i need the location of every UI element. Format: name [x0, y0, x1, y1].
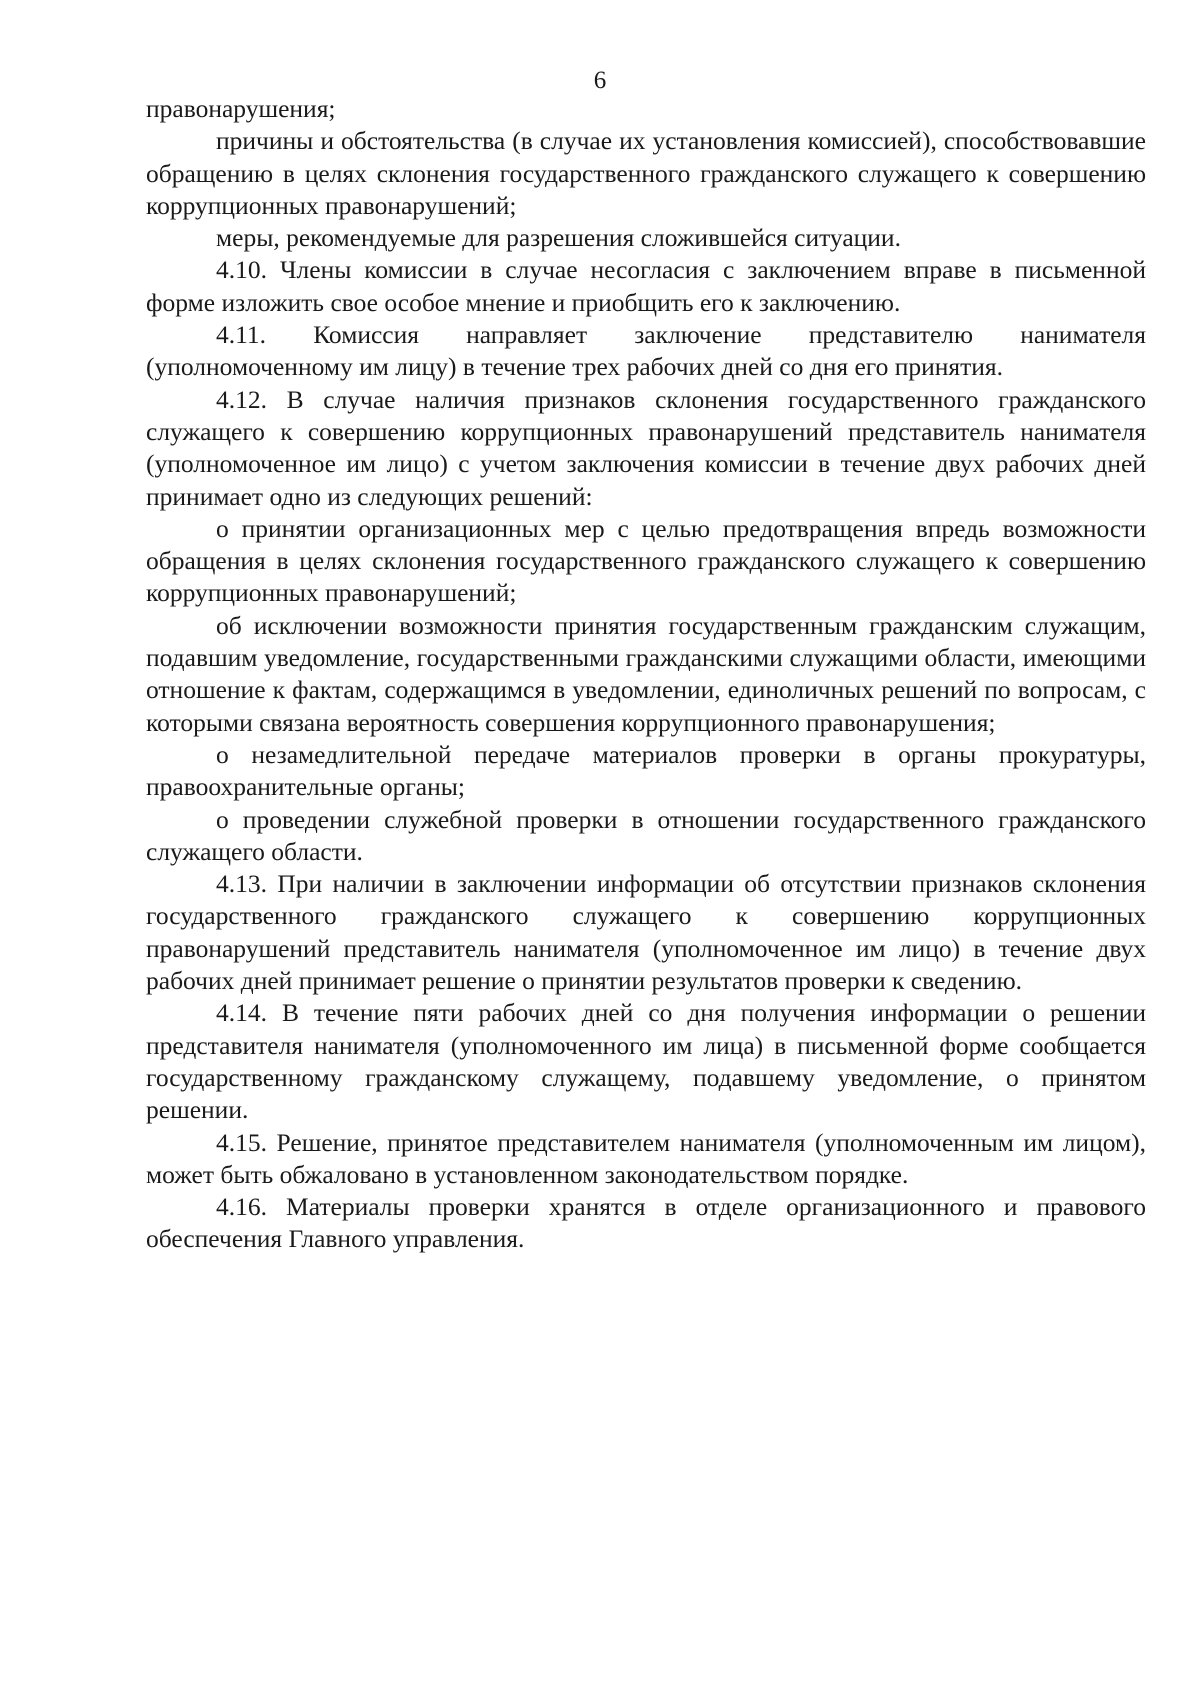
paragraph-decision-option: о незамедлительной передаче материалов проверки в органы прокуратуры, правоохранительные органы; — [146, 739, 1146, 802]
paragraph-clause-4-14: 4.14. В течение пяти рабочих дней со дня получения информации о решении представителя нанимателя (уполномоченного им лица) в письменной форме сообщается государственному гражданскому служащему, подавшему уведомление, о принятом решении. — [146, 998, 1146, 1125]
paragraph-clause-4-13: 4.13. При наличии в заключении информации об отсутствии признаков склонения государственного гражданского служащего к совершению коррупционных правонарушений представитель нанимателя (уполномоченное им лицо) в течение двух рабочих дней принимает решение о принятии результатов проверки к сведению. — [146, 869, 1146, 996]
paragraph-clause-4-10: 4.10. Члены комиссии в случае несогласия с заключением вправе в письменной форме изложить свое особое мнение и приобщить его к заключению. — [146, 255, 1146, 317]
paragraph-decision-option: о проведении служебной проверки в отношении государственного гражданского служащего области. — [146, 804, 1146, 866]
document-body — [146, 93, 1146, 1256]
paragraph-clause-4-15: 4.15. Решение, принятое представителем нанимателя (уполномоченным им лицом), может быть обжаловано в установленном законодательством порядке. — [146, 1127, 1146, 1189]
paragraph: правонарушения; — [146, 94, 336, 123]
paragraph-clause-4-16: 4.16. Материалы проверки хранятся в отделе организационного и правового обеспечения Главного управления. — [146, 1192, 1146, 1254]
paragraph-decision-option: об исключении возможности принятия государственным гражданским служащим, подавшим уведомление, государственными гражданскими служащими области, имеющими отношение к фактам, содержащимся в уведомлении, единоличных решений по вопросам, с которыми связана вероятность совершения коррупционного правонарушения; — [146, 610, 1146, 737]
page-number: 6 — [593, 67, 607, 94]
paragraph: меры, рекомендуемые для разрешения сложившейся ситуации. — [216, 223, 901, 253]
paragraph: причины и обстоятельства (в случае их установления комиссией), способствовавшие обращению в целях склонения государственного гражданского служащего к совершению коррупционных правонарушений; — [146, 126, 1146, 220]
paragraph-clause-4-12: 4.12. В случае наличия признаков склонения государственного гражданского служащего к совершению коррупционных правонарушений представитель нанимателя (уполномоченное им лицо) с учетом заключения комиссии в течение двух рабочих дней принимает одно из следующих решений: — [146, 384, 1146, 511]
paragraph-decision-option: о принятии организационных мер с целью предотвращения впредь возможности обращения в целях склонения государственного гражданского служащего к совершению коррупционных правонарушений; — [146, 513, 1146, 608]
paragraph-clause-4-11: 4.11. Комиссия направляет заключение представителю нанимателя (уполномоченному им лицу) в течение трех рабочих дней со дня его принятия. — [146, 320, 1146, 382]
